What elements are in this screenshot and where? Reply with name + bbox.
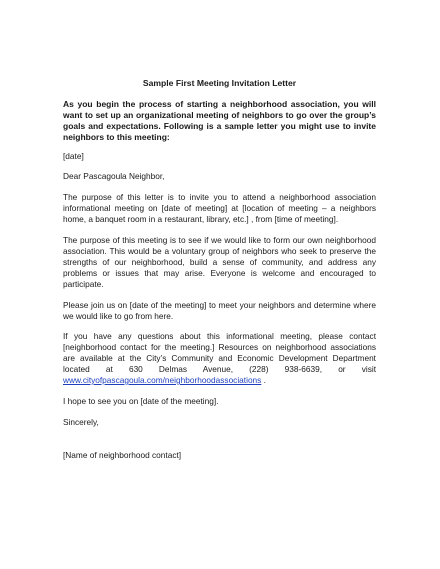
invitation-paragraph: The purpose of this letter is to invite you to attend a neighborhood association informational meeting on [date of meeting] at [location of meeting – a neighbors home, a banquet room in a restaurant, library, etc.] , from [time of meeting]. <box>63 192 376 225</box>
contact-paragraph <box>63 331 376 386</box>
closing: Sincerely, <box>63 416 99 427</box>
salutation: Dear Pascagoula Neighbor, <box>63 171 165 182</box>
letter-title: Sample First Meeting Invitation Letter <box>142 78 297 88</box>
intro-paragraph: As you begin the process of starting a neighborhood association, you will want to set up an organizational meeting of neighbors to go over the group’s goals and expectations. Following is a sample letter you might use to invite neighbors to this meeting: <box>63 98 376 142</box>
resources-link[interactable]: www.cityofpascagoula.com/neighborhoodassociations <box>63 375 262 386</box>
date-placeholder: [date] <box>63 150 84 161</box>
join-paragraph: Please join us on [date of the meeting] to meet your neighbors and determine where we would like to go from here. <box>63 299 376 321</box>
signature-placeholder: [Name of neighborhood contact] <box>63 449 182 460</box>
purpose-paragraph: The purpose of this meeting is to see if we would like to form our own neighborhood association. This would be a voluntary group of neighbors who seek to preserve the strengths of our neighborhood, build a sense of community, and address any problems or issues that may arise. Everyone is welcome and encouraged to participate. <box>63 235 376 289</box>
contact-end: . <box>261 375 266 386</box>
hope-paragraph: I hope to see you on [date of the meeting]. <box>63 395 219 406</box>
contact-text: If you have any questions about this informational meeting, please contact [neighborhood contact for the meeting.] Resources on neighborhood associations are available at the City’s Community and Economic Development Department located at 630 Delmas Avenue, (228) 938-6639, or visit <box>63 331 376 375</box>
letter-page <box>63 78 376 471</box>
